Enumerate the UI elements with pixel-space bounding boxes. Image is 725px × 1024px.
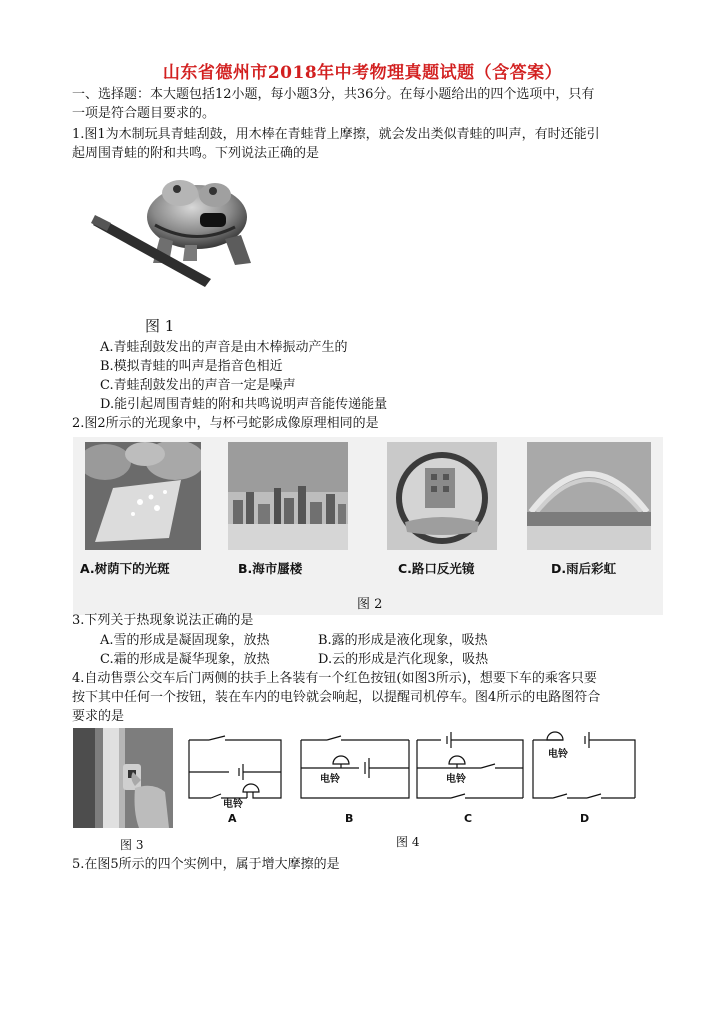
section-intro-line-1: 一、选择题：本大题包括12小题，每小题3分，共36分。在每小题给出的四个选项中，只有 [72,87,595,102]
q3-stem-line-1: 3.下列关于热现象说法正确的是 [72,613,254,628]
figure-4-circuits [183,728,663,828]
mirage-city-photo [228,442,348,550]
q1-option-d: D.能引起周围青蛙的附和共鸣说明声音能传递能量 [100,397,388,412]
bus-handrail-button-photo [73,728,173,828]
page-title: 山东省德州市2018年中考物理真题试题（含答案） [162,63,563,83]
q4-stem-line-2: 按下其中任何一个按钮，装在车内的电铃就会响起，以提醒司机停车。图4所示的电路图符合 [72,690,601,705]
circuit-b [301,736,409,798]
circuit-a-bell-label: 电铃 [223,799,243,810]
figure-2-caption-d: D.雨后彩虹 [551,561,617,576]
frog-toy-figure [85,165,275,313]
circuit-c-letter: C [464,812,473,825]
q3-option-d: D.云的形成是汽化现象，吸热 [318,652,489,667]
circuit-c [417,732,523,798]
section-intro-line-2: 一项是符合题目要求的。 [72,106,216,121]
circuit-c-bell-label: 电铃 [446,774,466,785]
q2-stem-line-1: 2.图2所示的光现象中，与杯弓蛇影成像原理相同的是 [72,416,379,431]
q1-stem-line-2: 起周围青蛙的附和共鸣。下列说法正确的是 [72,146,320,161]
q1-option-a: A.青蛙刮鼓发出的声音是由木棒振动产生的 [100,340,348,355]
circuit-a-letter: A [228,812,237,825]
q1-option-c: C.青蛙刮鼓发出的声音一定是噪声 [100,378,296,393]
q3-options-row-2 [100,651,489,669]
figure-3-caption: 图 3 [120,838,144,852]
figure-2-caption-b: B.海市蜃楼 [238,561,303,576]
figure-1-caption: 图 1 [145,317,175,335]
rainbow-after-rain-photo [527,442,651,550]
q4-stem-line-3: 要求的是 [72,709,125,724]
figure-2-caption: 图 2 [357,597,383,612]
circuit-d-letter: D [580,812,590,825]
q3-option-b: B.露的形成是液化现象，吸热 [318,633,488,648]
circuit-a [189,736,281,798]
figure-2-caption-a: A.树荫下的光斑 [80,561,170,576]
figure-4-caption: 图 4 [396,835,420,849]
tree-shade-light-spots-photo [85,442,201,550]
q1-option-b: B.模拟青蛙的叫声是指音色相近 [100,359,283,374]
q3-option-c: C.霜的形成是凝华现象，放热 [100,652,270,667]
q3-options-row-1 [100,632,488,650]
circuit-b-letter: B [345,812,354,825]
figure-2-caption-c: C.路口反光镜 [398,561,475,576]
circuit-b-bell-label: 电铃 [320,774,340,785]
q4-stem-line-1: 4.自动售票公交车后门两侧的扶手上各装有一个红色按钮(如图3所示)，想要下车的乘客只要 [72,671,597,686]
circuit-d-bell-label: 电铃 [548,749,568,760]
q3-option-a: A.雪的形成是凝固现象，放热 [100,633,270,648]
q1-stem-line-1: 1.图1为木制玩具青蛙刮鼓，用木棒在青蛙背上摩擦，就会发出类似青蛙的叫声，有时还能引 [72,127,600,142]
road-convex-mirror-photo [387,442,497,550]
circuit-d [533,732,635,798]
q5-stem-line-1: 5.在图5所示的四个实例中，属于增大摩擦的是 [72,857,340,872]
